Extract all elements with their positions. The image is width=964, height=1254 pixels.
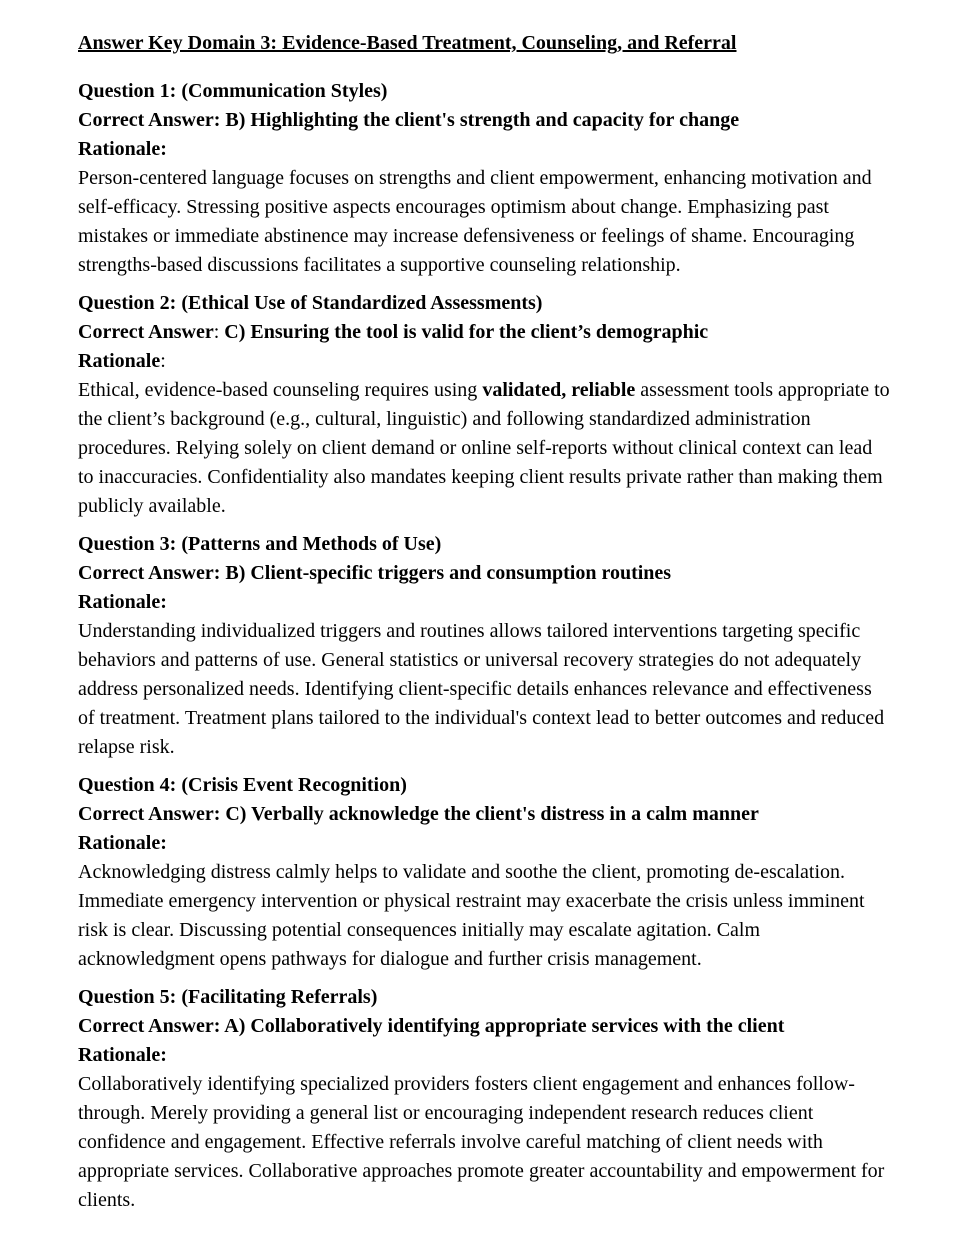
rationale-text: Understanding individualized triggers and routines allows tailored interventions targeting specific behaviors and patterns of use. General statistics or universal recovery strategies do not adequately address personalized needs. Identifying client-specific details enhances relevance and effectiveness of treatment. Treatment plans tailored to the individual's context lead to better outcomes and reduced relapse risk.	[78, 620, 885, 758]
rationale-label: Rationale:	[78, 1044, 167, 1066]
rationale-text: Person-centered language focuses on strengths and client empowerment, enhancing motivation and self-efficacy. Stressing positive aspects encourages optimism about change. Emphasizing past mistakes or immediate abstinence may increase defensiveness or feelings of shame. Encouraging strengths-based discussions facilitates a supportive counseling relationship.	[78, 167, 872, 276]
question-heading: Question 4: (Crisis Event Recognition)	[78, 774, 407, 796]
correct-answer-line: Correct Answer: B) Client-specific triggers and consumption routines	[78, 562, 672, 584]
rationale-label: Rationale:	[78, 138, 167, 160]
question-block-1	[78, 77, 892, 280]
question-heading: Question 2: (Ethical Use of Standardized Assessments)	[78, 292, 543, 314]
question-block-4	[78, 771, 892, 974]
correct-answer-line: Correct Answer: A) Collaboratively identifying appropriate services with the client	[78, 1015, 785, 1037]
correct-answer-line: Correct Answer: B) Highlighting the client's strength and capacity for change	[78, 109, 740, 131]
question-heading: Question 3: (Patterns and Methods of Use)	[78, 533, 442, 555]
question-block-5	[78, 983, 892, 1215]
rationale-text: Ethical, evidence-based counseling requires using validated, reliable assessment tools appropriate to the client’s background (e.g., cultural, linguistic) and following standardized administration procedures. Relying solely on client demand or online self-reports without clinical context can lead to inaccuracies. Confidentiality also mandates keeping client results private rather than making them publicly available.	[78, 379, 890, 517]
question-heading: Question 1: (Communication Styles)	[78, 80, 388, 102]
question-block-3	[78, 530, 892, 762]
question-block-2	[78, 289, 892, 521]
rationale-label: Rationale:	[78, 591, 167, 613]
correct-answer-line: Correct Answer: C) Ensuring the tool is valid for the client’s demographic	[78, 321, 709, 343]
rationale-label: Rationale:	[78, 350, 166, 372]
correct-answer-line: Correct Answer: C) Verbally acknowledge the client's distress in a calm manner	[78, 803, 759, 825]
rationale-text: Acknowledging distress calmly helps to validate and soothe the client, promoting de-escalation. Immediate emergency intervention or physical restraint may exacerbate the crisis unless imminent risk is clear. Discussing potential consequences initially may escalate agitation. Calm acknowledgment opens pathways for dialogue and further crisis management.	[78, 861, 865, 970]
rationale-text: Collaboratively identifying specialized providers fosters client engagement and enhances follow-through. Merely providing a general list or encouraging independent research reduces client confidence and engagement. Effective referrals involve careful matching of client needs with appropriate services. Collaborative approaches promote greater accountability and empowerment for clients.	[78, 1073, 885, 1211]
rationale-label: Rationale:	[78, 832, 167, 854]
document-title: Answer Key Domain 3: Evidence-Based Treatment, Counseling, and Referral	[78, 32, 737, 54]
question-heading: Question 5: (Facilitating Referrals)	[78, 986, 378, 1008]
